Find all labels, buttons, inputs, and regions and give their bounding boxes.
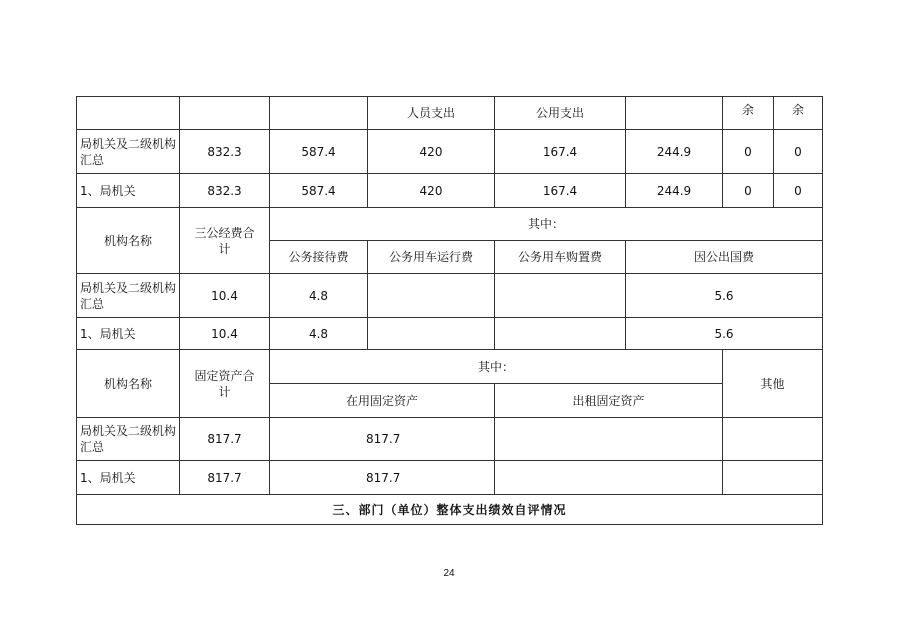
cell: 10.4	[180, 318, 270, 350]
cell	[495, 418, 723, 461]
cell: 4.8	[270, 318, 368, 350]
subheader-in-use: 在用固定资产	[270, 384, 495, 418]
header-cell	[77, 97, 180, 130]
subheader-reception: 公务接待费	[270, 241, 368, 274]
table-row	[77, 461, 823, 495]
cell	[495, 461, 723, 495]
col-three-public-total: 三公经费合计	[180, 208, 270, 274]
cell: 5.6	[626, 318, 823, 350]
cell	[495, 274, 626, 318]
table-row	[77, 318, 823, 350]
header-cell	[626, 97, 723, 130]
three-public-header-row	[77, 208, 823, 241]
cell: 167.4	[495, 130, 626, 174]
cell: 817.7	[180, 461, 270, 495]
header-cell	[270, 97, 368, 130]
header-personnel: 人员支出	[368, 97, 495, 130]
cell: 0	[774, 130, 823, 174]
cell: 244.9	[626, 130, 723, 174]
cell: 167.4	[495, 174, 626, 208]
col-org-name: 机构名称	[77, 350, 180, 418]
section-title: 三、部门（单位）整体支出绩效自评情况	[77, 495, 823, 525]
cell: 817.7	[270, 418, 495, 461]
cell	[723, 418, 823, 461]
cell	[368, 274, 495, 318]
cell	[495, 318, 626, 350]
cell: 0	[774, 174, 823, 208]
cell: 587.4	[270, 174, 368, 208]
row-name: 1、局机关	[77, 174, 180, 208]
cell: 4.8	[270, 274, 368, 318]
subheader-rented: 出租固定资产	[495, 384, 723, 418]
row-name: 局机关及二级机构汇总	[77, 418, 180, 461]
header-cell	[180, 97, 270, 130]
table-row	[77, 130, 823, 174]
col-fixed-assets-total: 固定资产合计	[180, 350, 270, 418]
section-row	[77, 495, 823, 525]
cell: 420	[368, 130, 495, 174]
cell	[723, 461, 823, 495]
cell: 587.4	[270, 130, 368, 174]
cell: 0	[723, 130, 774, 174]
header-surplus: 余	[723, 97, 774, 130]
cell: 420	[368, 174, 495, 208]
page-number: 24	[443, 568, 455, 579]
table-row	[77, 174, 823, 208]
cell: 244.9	[626, 174, 723, 208]
expenditure-header-row	[77, 97, 823, 130]
row-name: 局机关及二级机构汇总	[77, 274, 180, 318]
group-header: 其中：	[270, 350, 723, 384]
header-surplus: 余	[774, 97, 823, 130]
cell: 0	[723, 174, 774, 208]
row-name: 局机关及二级机构汇总	[77, 130, 180, 174]
cell: 817.7	[270, 461, 495, 495]
fixed-assets-header-row	[77, 350, 823, 384]
subheader-vehicle-run: 公务用车运行费	[368, 241, 495, 274]
group-header: 其中：	[270, 208, 823, 241]
table-row	[77, 418, 823, 461]
cell: 832.3	[180, 130, 270, 174]
col-org-name: 机构名称	[77, 208, 180, 274]
col-other: 其他	[723, 350, 823, 418]
cell: 10.4	[180, 274, 270, 318]
subheader-vehicle-buy: 公务用车购置费	[495, 241, 626, 274]
budget-table	[76, 96, 823, 525]
subheader-abroad: 因公出国费	[626, 241, 823, 274]
table-row	[77, 274, 823, 318]
cell: 832.3	[180, 174, 270, 208]
cell: 5.6	[626, 274, 823, 318]
header-public: 公用支出	[495, 97, 626, 130]
cell	[368, 318, 495, 350]
row-name: 1、局机关	[77, 461, 180, 495]
row-name: 1、局机关	[77, 318, 180, 350]
cell: 817.7	[180, 418, 270, 461]
